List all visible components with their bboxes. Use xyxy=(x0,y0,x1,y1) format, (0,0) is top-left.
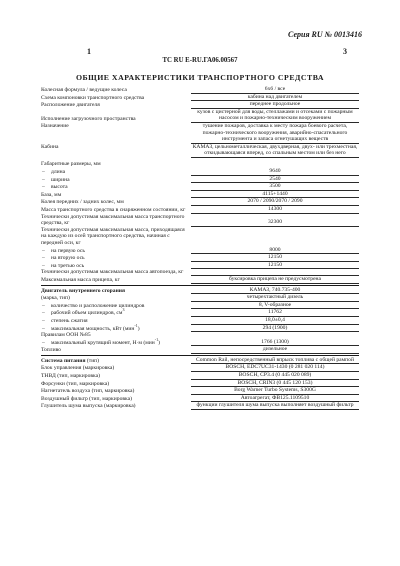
spec-row-injectors xyxy=(41,380,359,388)
spec-value: кузов с цистерной для воды, стеллажами и отсеками с пожарным насосом и пожарно-техническим вооружением xyxy=(191,109,359,123)
spec-value: КАМАЗ, цельнометаллическая, двухдверная, двух- или трехместная, откидывающаяся вперед, со спальным местом или без него xyxy=(192,143,358,157)
spec-label: Расположение двигателя xyxy=(41,102,100,109)
spec-label: Кабина xyxy=(41,143,59,150)
certificate-number: TC RU E-RU.ГА06.00567 xyxy=(162,57,238,64)
spec-label: Исполнение загрузочного пространства xyxy=(41,116,136,123)
spec-value: 1766 (1300) xyxy=(191,339,359,347)
spec-value: 8000 xyxy=(191,247,359,255)
spec-row-train-mass xyxy=(41,269,359,276)
spec-label: Блок управления (маркировка) xyxy=(41,365,115,372)
spec-value: 12150 xyxy=(191,254,359,262)
spec-row-width xyxy=(41,176,359,184)
spec-value: Borg Warner Turbo Systems, S300G xyxy=(191,387,359,395)
spec-label: Глушитель шума выпуска (маркировка) xyxy=(41,403,136,410)
spec-row-track xyxy=(41,198,359,206)
spec-value: 6x6 / все xyxy=(191,86,359,94)
spec-label: Форсунки (тип, маркировка) xyxy=(41,380,110,387)
spec-row-purpose xyxy=(41,123,359,144)
spec-row-max-mass xyxy=(41,214,359,227)
spec-value: переднее продольное xyxy=(191,101,359,109)
spec-value: дизельное xyxy=(191,346,359,354)
spec-label: – на первую ось xyxy=(41,248,191,255)
spec-label: Схема компоновки транспортного средства xyxy=(41,94,145,101)
spec-label: – на вторую ось xyxy=(41,255,191,262)
spec-row-ecu xyxy=(41,364,359,372)
spec-value: BOSCH, EDC7UC31-1430 (0 281 020 114) xyxy=(191,364,359,372)
spec-value: 14300 xyxy=(191,206,359,214)
spec-label: Колея передних / задних колес, мм xyxy=(41,199,124,206)
spec-label: – длина xyxy=(41,169,191,176)
spec-label: Назначение xyxy=(41,122,69,129)
spec-row-second-axle xyxy=(41,254,359,262)
spec-value: КАМАЗ, 740.735-400 xyxy=(191,287,359,295)
spec-value: 2070 / 2090/2070 / 2090 xyxy=(191,198,359,206)
spec-value: 8, V-образное xyxy=(191,302,359,310)
page-number-left: 1 xyxy=(87,47,91,56)
spec-row-turbo xyxy=(41,387,359,395)
spec-label: Технически допустимая максимальная масса, приходящаяся на каждую из осей транспортного средства, начиная с передней оси, кг xyxy=(41,226,185,246)
spec-value: 3500 xyxy=(191,183,359,191)
spec-label: (марка, тип) xyxy=(41,295,70,302)
spec-label: Правилам ООН №85 xyxy=(41,332,91,339)
spec-label: – максимальный крутящий момент, Н·м (мин$^{-1}$) xyxy=(41,340,191,347)
spec-value: 2540 xyxy=(191,176,359,184)
spec-label: Система питания (тип) xyxy=(41,357,100,364)
spec-row-engine-make xyxy=(41,294,359,302)
spec-row-cab xyxy=(41,144,359,158)
spec-label: Нагнетатель воздуха (тип, маркировка) xyxy=(41,388,135,395)
spec-label: Технически допустимая максимальная масса транспортного средства, кг xyxy=(41,213,185,227)
spec-row-cargo xyxy=(41,109,359,123)
spec-label: Воздушный фильтр (тип, маркировка) xyxy=(41,395,132,402)
spec-row-wheel-formula xyxy=(41,86,359,94)
spec-row-axle-mass xyxy=(41,227,359,247)
spec-label: ТНВД (тип, маркировка) xyxy=(41,373,100,380)
spec-row-curb-mass xyxy=(41,206,359,214)
spec-value: Common Rail, непосредственный впрыск топлива с общей рампой xyxy=(191,357,359,365)
spec-label: – на третью ось xyxy=(41,263,191,270)
spec-value: BOSCH, CP3.4 (0 445 020 089) xyxy=(191,372,359,380)
spec-label: – рабочий объем цилиндров, $см^3$ xyxy=(41,310,191,317)
section-title: ОБЩИЕ ХАРАКТЕРИСТИКИ ТРАНСПОРТНОГО СРЕДСТВА xyxy=(75,73,325,82)
spec-row-height xyxy=(41,183,359,191)
spec-row-dimensions xyxy=(41,161,359,168)
spec-label: – степень сжатия xyxy=(41,318,191,325)
page-number-right: 3 xyxy=(343,47,347,56)
spec-label: Максимальная масса прицепа, кг xyxy=(41,276,120,283)
spec-row-cylinders xyxy=(41,302,359,310)
spec-row-wheelbase xyxy=(41,191,359,199)
spec-value: BOSCH, CRIN3 (0 445 120 153) xyxy=(191,380,359,388)
spec-row-length xyxy=(41,168,359,176)
spec-label: – максимальная мощность, кВт (мин$^{-1}$) xyxy=(41,326,191,333)
spec-row-displacement xyxy=(41,309,359,317)
spec-row-engine-position xyxy=(41,101,359,109)
spec-value: буксировка прицепа не предусмотрена xyxy=(191,276,359,284)
spec-row-fuel xyxy=(41,346,359,354)
spec-value: тушение пожаров, доставка к месту пожара боевого расчета, пожарно-технического вооружения, аварийно-спасательного инструмента и запаса огнетушащих веществ xyxy=(191,123,359,144)
spec-label: Топливо xyxy=(41,347,61,354)
spec-row-trailer-mass xyxy=(41,276,359,284)
spec-row-first-axle xyxy=(41,247,359,255)
spec-row-layout xyxy=(41,94,359,102)
spec-label: Габаритные размеры, мм xyxy=(41,161,101,168)
spec-row-torque xyxy=(41,336,359,347)
spec-value: четырехтактный дизель xyxy=(191,294,359,302)
spec-row-power xyxy=(41,322,359,333)
form-serial-number: Серия RU № 0013416 xyxy=(288,30,362,39)
spec-value: 9640 xyxy=(191,168,359,176)
spec-row-pump xyxy=(41,372,359,380)
spec-label: – ширина xyxy=(41,177,191,184)
spec-row-un-rules xyxy=(41,332,359,339)
spec-label: Масса транспортного средства в снаряженном состоянии, кг xyxy=(41,207,186,213)
spec-value: 11762 xyxy=(191,309,359,317)
spec-label: Технически допустимая максимальная масса автопоезда, кг xyxy=(41,269,184,276)
spec-value: Автоагрегат, ФВ125.1109510 xyxy=(191,395,359,403)
spec-label: – высота xyxy=(41,184,191,191)
spec-value: 18,0±0,4 xyxy=(191,317,359,325)
spec-value: 4115+1440 xyxy=(191,191,359,199)
spec-row-compression xyxy=(41,317,359,325)
spec-label: Двигатель внутреннего сгорания xyxy=(41,287,126,294)
spec-row-third-axle xyxy=(41,262,359,270)
spec-row-engine xyxy=(41,287,359,295)
spec-value: кабина над двигателем xyxy=(191,94,359,102)
spec-value: 32300 xyxy=(191,219,359,227)
spec-label: – количество и расположение цилиндров xyxy=(41,303,191,310)
spec-value: функции глушителя шума выпуска выполняет воздушный фильтр xyxy=(191,402,359,410)
spec-label: Колесная формула / ведущие колеса xyxy=(41,87,127,93)
spec-row-muffler xyxy=(41,402,359,410)
spec-label: База, мм xyxy=(41,191,62,198)
spec-value: 12150 xyxy=(191,262,359,270)
spec-value: 294 (1900) xyxy=(191,325,359,333)
spec-table xyxy=(41,86,359,410)
